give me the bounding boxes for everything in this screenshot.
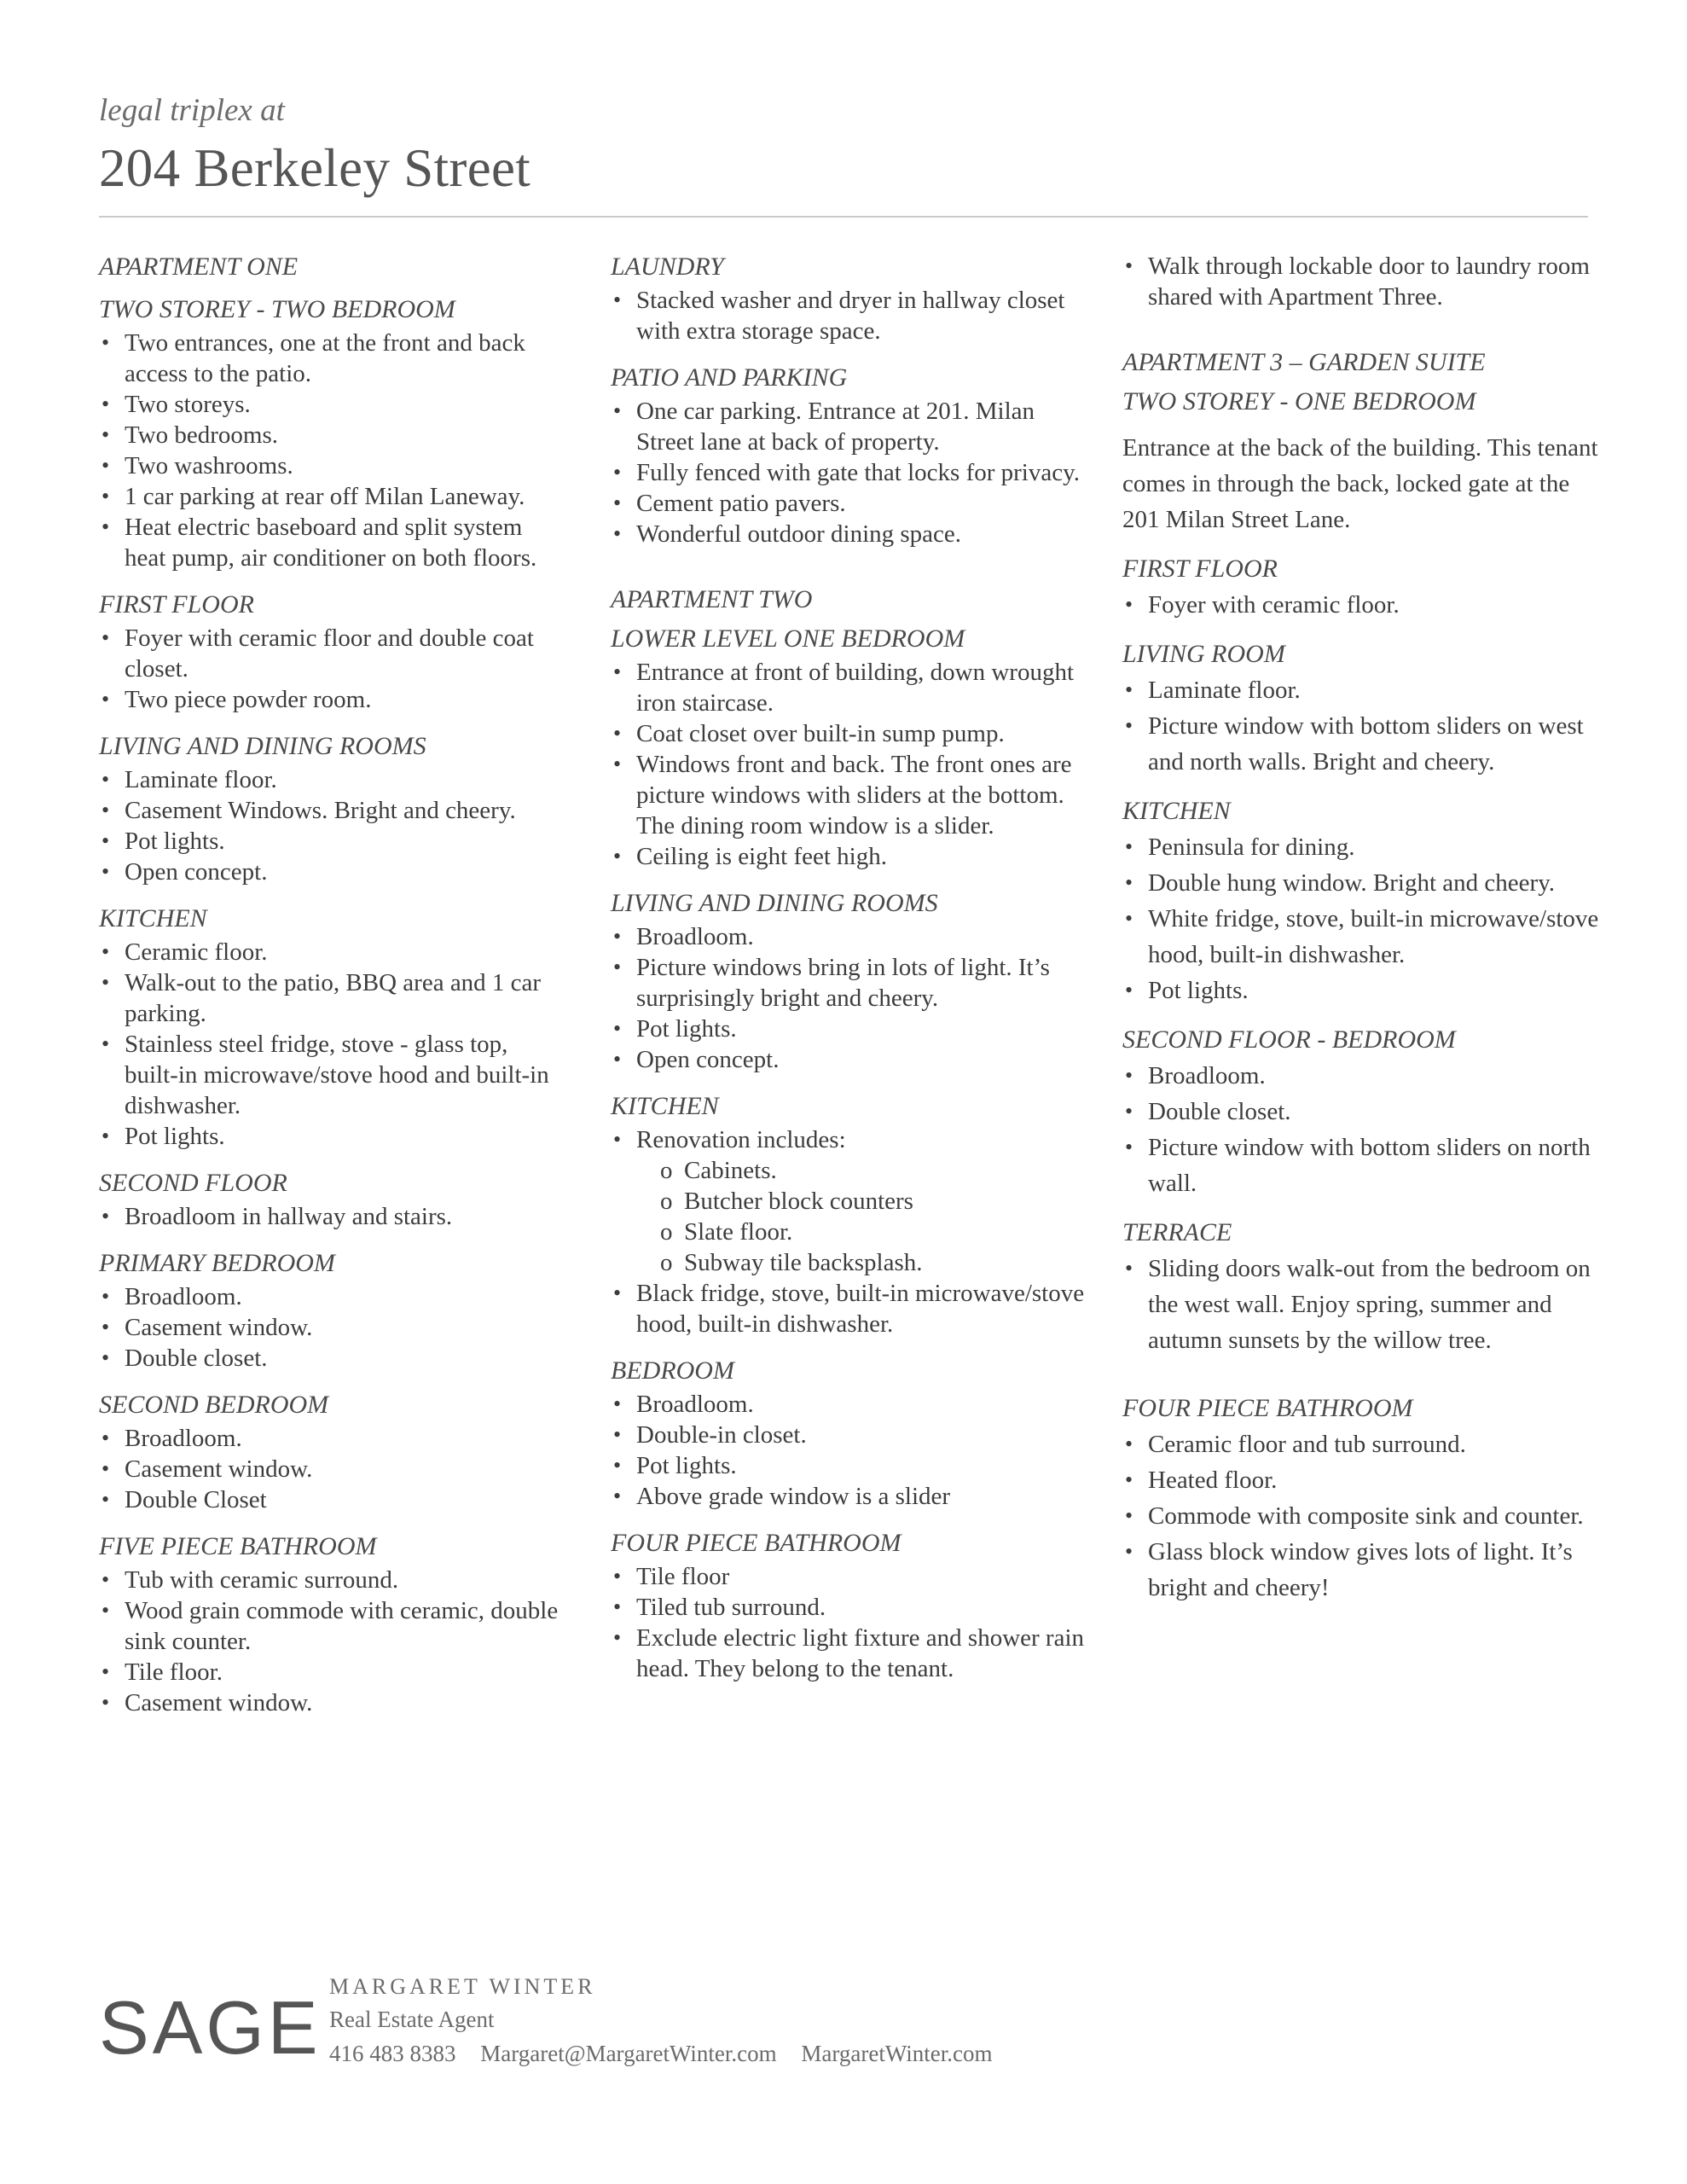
list-item: • Double hung window. Bright and cheery. <box>1122 865 1600 901</box>
list-item: • Tub with ceramic surround. <box>99 1565 559 1595</box>
bullet-list <box>99 623 559 715</box>
bullet-list <box>99 1281 559 1374</box>
section-living-room <box>1122 638 1600 780</box>
section-heading: SECOND FLOOR - BEDROOM <box>1122 1025 1456 1054</box>
list-item: • Pot lights. <box>99 1121 559 1152</box>
section-primary-bedroom <box>99 1247 559 1374</box>
section-heading: LIVING AND DINING ROOMS <box>611 889 938 917</box>
list-item: • Double Closet <box>99 1484 559 1515</box>
bullet-list <box>99 764 559 887</box>
agent-email-link[interactable]: Margaret@MargaretWinter.com <box>480 2041 777 2066</box>
section-kitchen <box>1122 795 1600 1008</box>
section-kitchen <box>611 1090 1088 1339</box>
bullet-list <box>1122 672 1600 780</box>
section-apartment-two <box>611 584 1088 872</box>
list-item: • Double closet. <box>1122 1094 1600 1130</box>
section-apartment-three <box>1122 346 1600 537</box>
agent-contacts <box>329 2037 1012 2070</box>
list-item: • Broadloom. <box>611 1389 1088 1420</box>
list-item: • Entrance at front of building, down wrought iron staircase. <box>611 657 1088 718</box>
bullet-list <box>611 921 1088 1075</box>
list-item-text: Renovation includes: <box>636 1126 846 1153</box>
bullet-list <box>99 1565 559 1718</box>
list-item: • Double-in closet. <box>611 1420 1088 1450</box>
section-heading: APARTMENT ONE <box>99 253 299 281</box>
bullet-list <box>611 285 1088 346</box>
agent-phone[interactable]: 416 483 8383 <box>329 2041 456 2066</box>
section-heading: KITCHEN <box>611 1092 719 1120</box>
list-item: • Fully fenced with gate that locks for privacy. <box>611 457 1088 488</box>
list-item: • Two storeys. <box>99 389 559 420</box>
list-item: • Walk-out to the patio, BBQ area and 1 car parking. <box>99 967 559 1029</box>
list-item: • Laminate floor. <box>1122 672 1600 708</box>
list-item: • Broadloom in hallway and stairs. <box>99 1201 559 1232</box>
list-item: • Exclude electric light fixture and shower rain head. They belong to the tenant. <box>611 1623 1088 1684</box>
bullet-list <box>1122 587 1600 623</box>
bullet-list <box>99 1201 559 1232</box>
sub-list-item: o Cabinets. <box>660 1155 1088 1186</box>
list-item: • Picture window with bottom sliders on north wall. <box>1122 1130 1600 1201</box>
list-item: • Pot lights. <box>99 826 559 857</box>
bullet-list <box>611 1561 1088 1684</box>
section-heading: KITCHEN <box>1122 797 1231 825</box>
list-item: • Black fridge, stove, built-in microwave/stove hood, built-in dishwasher. <box>611 1278 1088 1339</box>
section-five-piece-bathroom <box>99 1531 559 1718</box>
list-item <box>611 1124 1088 1278</box>
bullet-list <box>611 396 1088 549</box>
section-heading: FOUR PIECE BATHROOM <box>611 1529 901 1557</box>
section-heading: PATIO AND PARKING <box>611 363 848 392</box>
section-four-piece-bathroom <box>611 1527 1088 1684</box>
agent-name: MARGARET WINTER <box>329 1974 596 1999</box>
section-laundry-access <box>1122 251 1600 312</box>
agent-website-link[interactable]: MargaretWinter.com <box>801 2041 993 2066</box>
list-item: • Two washrooms. <box>99 450 559 481</box>
list-item: • Foyer with ceramic floor. <box>1122 587 1600 623</box>
section-apartment-one <box>99 251 559 573</box>
list-item: • Broadloom. <box>611 921 1088 952</box>
sub-list-item: o Subway tile backsplash. <box>660 1247 1088 1278</box>
list-item: • Heated floor. <box>1122 1462 1600 1498</box>
section-subheading: TWO STOREY - ONE BEDROOM <box>1122 387 1476 415</box>
list-item: • Open concept. <box>611 1044 1088 1075</box>
section-bedroom <box>611 1355 1088 1512</box>
section-heading: FOUR PIECE BATHROOM <box>1122 1394 1413 1422</box>
bullet-list <box>611 1389 1088 1512</box>
list-item: • Ceramic floor. <box>99 937 559 967</box>
list-item: • Pot lights. <box>1122 973 1600 1008</box>
header-divider <box>99 216 1588 218</box>
section-four-piece-bathroom <box>1122 1392 1600 1606</box>
list-item: • Ceramic floor and tub surround. <box>1122 1426 1600 1462</box>
list-item: • Wonderful outdoor dining space. <box>611 519 1088 549</box>
page-title: 204 Berkeley Street <box>99 138 531 198</box>
section-patio-parking <box>611 362 1088 549</box>
sub-list-item: o Butcher block counters <box>660 1186 1088 1217</box>
list-item: • Casement Windows. Bright and cheery. <box>99 795 559 826</box>
list-item: • Two entrances, one at the front and back access to the patio. <box>99 328 559 389</box>
section-terrace <box>1122 1217 1600 1358</box>
list-item: • Above grade window is a slider <box>611 1481 1088 1512</box>
list-item: • Ceiling is eight feet high. <box>611 841 1088 872</box>
section-subheading: TWO STOREY - TWO BEDROOM <box>99 295 455 323</box>
section-second-floor-bedroom <box>1122 1024 1600 1201</box>
list-item: • Open concept. <box>99 857 559 887</box>
column-apartment-one <box>99 251 559 1718</box>
bullet-list <box>1122 1426 1600 1606</box>
bullet-list <box>611 1124 1088 1339</box>
list-item: • Tile floor. <box>99 1657 559 1687</box>
section-kitchen <box>99 903 559 1152</box>
list-item: • Foyer with ceramic floor and double coat closet. <box>99 623 559 684</box>
bullet-list <box>611 657 1088 872</box>
list-item: • Cement patio pavers. <box>611 488 1088 519</box>
list-item: • Pot lights. <box>611 1014 1088 1044</box>
bullet-list <box>1122 1058 1600 1201</box>
page-subtitle: legal triplex at <box>99 93 285 128</box>
list-item: • Casement window. <box>99 1687 559 1718</box>
list-item: • Windows front and back. The front ones are picture windows with sliders at the bottom. The dining room window is a slider. <box>611 749 1088 841</box>
bullet-list <box>1122 251 1600 312</box>
section-heading: KITCHEN <box>99 904 207 932</box>
list-item: • Glass block window gives lots of light. It’s bright and cheery! <box>1122 1534 1600 1606</box>
section-heading: TERRACE <box>1122 1218 1232 1246</box>
list-item: • Stacked washer and dryer in hallway closet with extra storage space. <box>611 285 1088 346</box>
sub-list <box>636 1155 1088 1278</box>
list-item: • Coat closet over built-in sump pump. <box>611 718 1088 749</box>
section-heading: SECOND BEDROOM <box>99 1391 329 1419</box>
list-item: • Broadloom. <box>1122 1058 1600 1094</box>
section-heading: APARTMENT 3 – GARDEN SUITE <box>1122 348 1486 376</box>
section-heading: LIVING AND DINING ROOMS <box>99 732 426 760</box>
section-heading: BEDROOM <box>611 1356 734 1385</box>
list-item: • Casement window. <box>99 1454 559 1484</box>
section-first-floor <box>99 589 559 715</box>
section-heading: LAUNDRY <box>611 253 724 281</box>
list-item: • Two piece powder room. <box>99 684 559 715</box>
list-item: • Broadloom. <box>99 1281 559 1312</box>
list-item: • Tile floor <box>611 1561 1088 1592</box>
entrance-description: Entrance at the back of the building. This tenant comes in through the back, locked gate at the 201 Milan Street Lane. <box>1122 434 1598 533</box>
section-living-dining <box>611 887 1088 1075</box>
list-item: • Casement window. <box>99 1312 559 1343</box>
agent-title: Real Estate Agent <box>329 2007 495 2032</box>
section-heading: FIRST FLOOR <box>1122 555 1278 583</box>
section-heading: FIRST FLOOR <box>99 590 254 619</box>
list-item: • Stainless steel fridge, stove - glass top, built-in microwave/stove hood and built-in dishwasher. <box>99 1029 559 1121</box>
section-heading: SECOND FLOOR <box>99 1169 287 1197</box>
section-first-floor <box>1122 553 1600 623</box>
list-item: • 1 car parking at rear off Milan Laneway. <box>99 481 559 512</box>
list-item: • Walk through lockable door to laundry room shared with Apartment Three. <box>1122 251 1600 312</box>
column-apartment-three <box>1122 251 1600 1606</box>
list-item: • One car parking. Entrance at 201. Milan Street lane at back of property. <box>611 396 1088 457</box>
bullet-list <box>99 937 559 1152</box>
list-item: • Commode with composite sink and counter. <box>1122 1498 1600 1534</box>
section-heading: PRIMARY BEDROOM <box>99 1249 335 1277</box>
sub-list-item: o Slate floor. <box>660 1217 1088 1247</box>
list-item: • Pot lights. <box>611 1450 1088 1481</box>
section-living-dining <box>99 730 559 887</box>
list-item: • Heat electric baseboard and split system heat pump, air conditioner on both floors. <box>99 512 559 573</box>
list-item: • White fridge, stove, built-in microwave/stove hood, built-in dishwasher. <box>1122 901 1600 973</box>
bullet-list <box>1122 1251 1600 1358</box>
page-header <box>99 92 1588 200</box>
list-item: • Two bedrooms. <box>99 420 559 450</box>
column-apartment-two <box>611 251 1088 1684</box>
agent-info <box>329 1971 1012 2070</box>
list-item: • Tiled tub surround. <box>611 1592 1088 1623</box>
section-second-bedroom <box>99 1389 559 1515</box>
list-item: • Peninsula for dining. <box>1122 829 1600 865</box>
brand-logo: SAGE <box>99 1985 322 2070</box>
section-subheading: LOWER LEVEL ONE BEDROOM <box>611 624 965 653</box>
list-item: • Sliding doors walk-out from the bedroom on the west wall. Enjoy spring, summer and autumn sunsets by the willow tree. <box>1122 1251 1600 1358</box>
list-item: • Broadloom. <box>99 1423 559 1454</box>
agent-footer <box>99 1971 1588 2073</box>
bullet-list <box>99 1423 559 1515</box>
list-item: • Double closet. <box>99 1343 559 1374</box>
bullet-list <box>99 328 559 573</box>
list-item: • Wood grain commode with ceramic, double sink counter. <box>99 1595 559 1657</box>
bullet-list <box>1122 829 1600 1008</box>
section-heading: APARTMENT TWO <box>611 585 813 613</box>
section-heading: FIVE PIECE BATHROOM <box>99 1532 377 1560</box>
section-second-floor <box>99 1167 559 1232</box>
list-item: • Picture windows bring in lots of light. It’s surprisingly bright and cheery. <box>611 952 1088 1014</box>
list-item: • Picture window with bottom sliders on west and north walls. Bright and cheery. <box>1122 708 1600 780</box>
list-item: • Laminate floor. <box>99 764 559 795</box>
section-laundry <box>611 251 1088 346</box>
section-heading: LIVING ROOM <box>1122 640 1285 668</box>
